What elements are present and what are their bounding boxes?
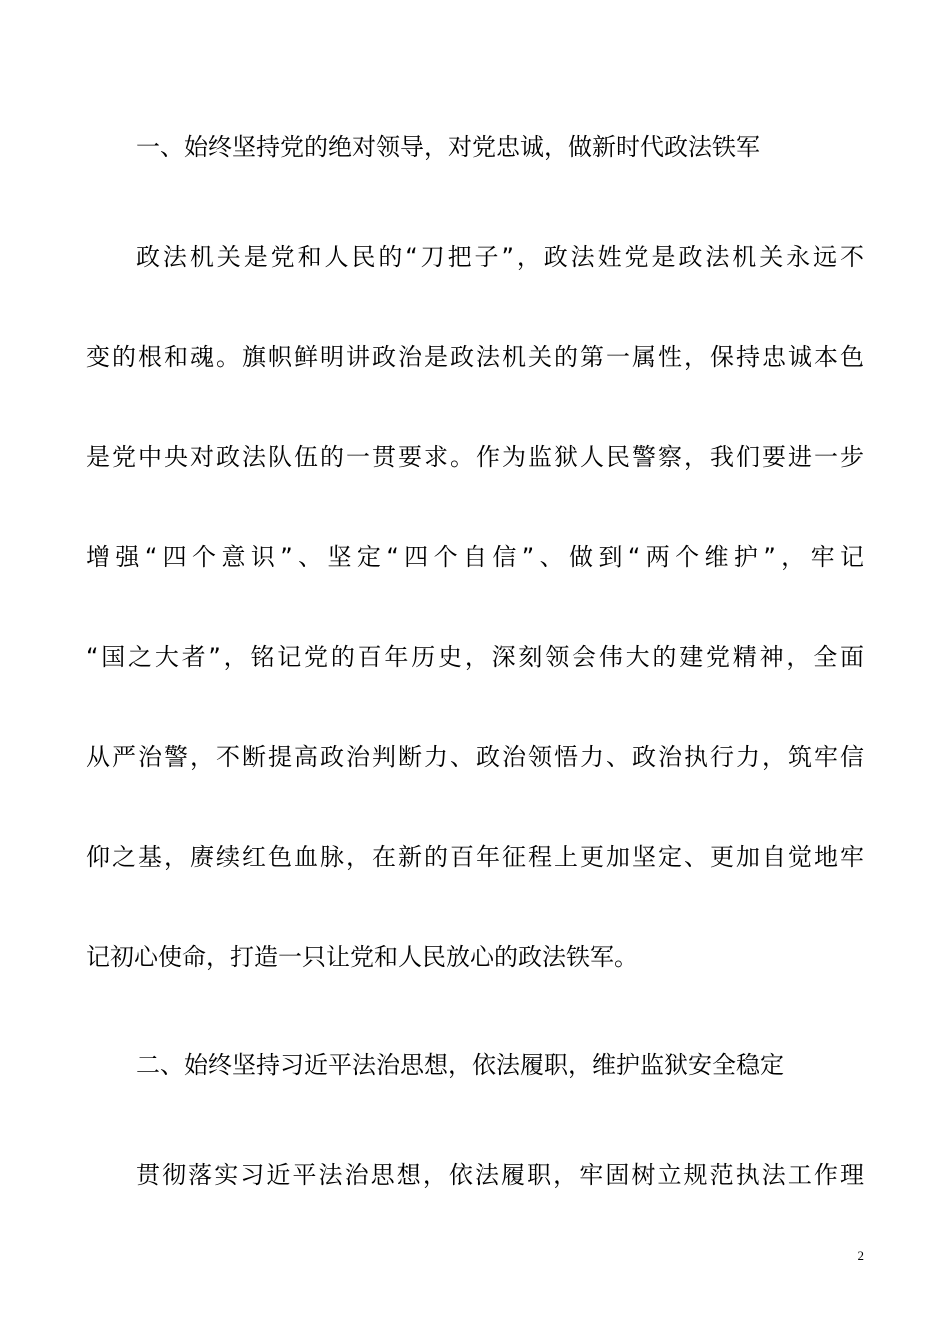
page-number: 2 [857, 1248, 864, 1263]
paragraph-line: 仰之基，赓续红色血脉，在新的百年征程上更加坚定、更加自觉地牢 [86, 843, 864, 871]
paragraph-line: “国之大者”，铭记党的百年历史，深刻领会伟大的建党精神，全面 [86, 643, 864, 671]
paragraph-line: 记初心使命，打造一只让党和人民放心的政法铁军。 [86, 943, 638, 971]
heading-section-1: 一、始终坚持党的绝对领导，对党忠诚，做新时代政法铁军 [136, 133, 760, 161]
paragraph-line: 政法机关是党和人民的“刀把子”，政法姓党是政法机关永远不 [136, 243, 864, 271]
paragraph-line: 从严治警，不断提高政治判断力、政治领悟力、政治执行力，筑牢信 [86, 743, 864, 771]
paragraph-line: 变的根和魂。旗帜鲜明讲政治是政法机关的第一属性，保持忠诚本色 [86, 343, 864, 371]
paragraph-line: 是党中央对政法队伍的一贯要求。作为监狱人民警察，我们要进一步 [86, 443, 864, 471]
paragraph-line: 增强“四个意识”、坚定“四个自信”、做到“两个维护”，牢记 [86, 543, 864, 571]
paragraph-line: 贯彻落实习近平法治思想，依法履职，牢固树立规范执法工作理 [136, 1161, 864, 1189]
heading-section-2: 二、始终坚持习近平法治思想，依法履职，维护监狱安全稳定 [136, 1051, 784, 1079]
